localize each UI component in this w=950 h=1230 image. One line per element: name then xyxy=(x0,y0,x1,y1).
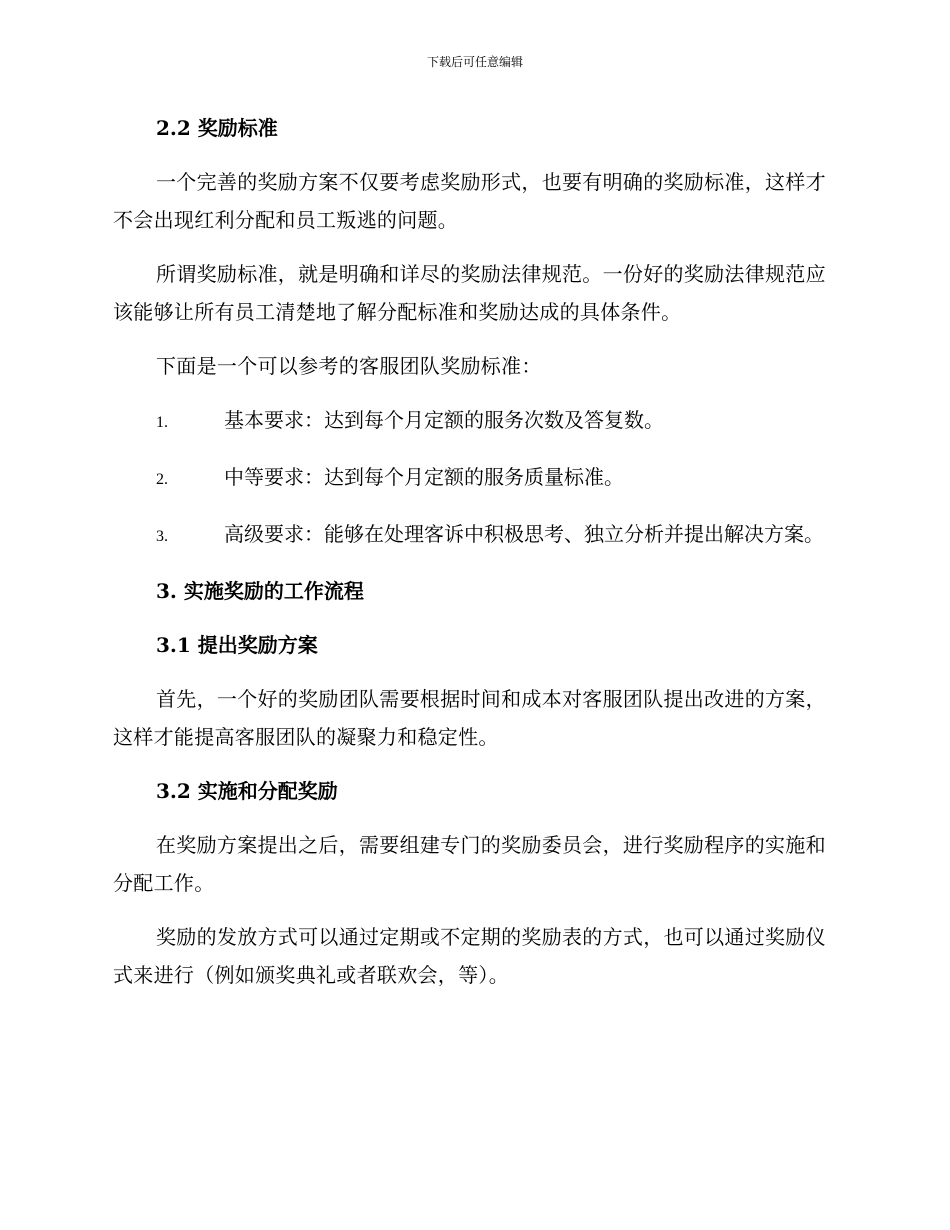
list-item-number: 3. xyxy=(156,528,168,545)
section-heading-2-2: 2.2 奖励标准 xyxy=(156,116,278,140)
section-heading-3: 3. 实施奖励的工作流程 xyxy=(156,579,364,603)
paragraph-reward-criteria-intro: 一个完善的奖励方案不仅要考虑奖励形式，也要有明确的奖励标准，这样才不会出现红利分配和员工叛逃的问题。 xyxy=(113,170,826,232)
list-item-number: 1. xyxy=(156,414,168,431)
list-item-text: 高级要求：能够在处理客诉中积极思考、独立分析并提出解决方案。 xyxy=(224,522,824,546)
paragraph-reference-standard: 下面是一个可以参考的客服团队奖励标准： xyxy=(156,354,542,378)
section-heading-3-1: 3.1 提出奖励方案 xyxy=(156,633,318,657)
list-item-number: 2. xyxy=(156,471,168,488)
list-item xyxy=(113,401,831,442)
list-item xyxy=(113,458,831,499)
list-item xyxy=(113,515,831,556)
paragraph-reward-criteria-definition: 所谓奖励标准，就是明确和详尽的奖励法律规范。一份好的奖励法律规范应该能够让所有员工清楚地了解分配标准和奖励达成的具体条件。 xyxy=(113,262,826,324)
document-body xyxy=(113,109,831,994)
paragraph-distribution-method: 奖励的发放方式可以通过定期或不定期的奖励表的方式，也可以通过奖励仪式来进行（例如颁奖典礼或者联欢会，等）。 xyxy=(113,925,826,987)
paragraph-propose-plan: 首先，一个好的奖励团队需要根据时间和成本对客服团队提出改进的方案，这样才能提高客服团队的凝聚力和稳定性。 xyxy=(113,687,826,749)
list-item-text: 中等要求：达到每个月定额的服务质量标准。 xyxy=(224,465,624,489)
page-header: 下载后可任意编辑 xyxy=(426,55,523,69)
list-item-text: 基本要求：达到每个月定额的服务次数及答复数。 xyxy=(224,408,664,432)
section-heading-3-2: 3.2 实施和分配奖励 xyxy=(156,779,338,803)
paragraph-implement-distribute: 在奖励方案提出之后，需要组建专门的奖励委员会，进行奖励程序的实施和分配工作。 xyxy=(113,833,826,895)
